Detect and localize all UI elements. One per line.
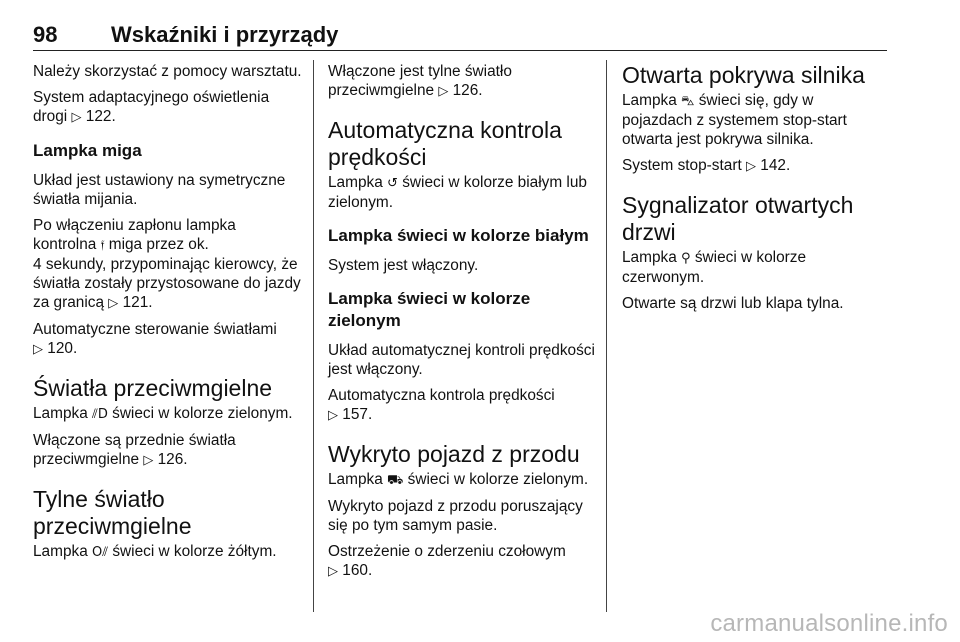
column-3 bbox=[622, 62, 887, 320]
section-heading: Automatyczna kontrola prędkości bbox=[328, 117, 562, 170]
watermark: carmanualsonline.info bbox=[710, 610, 948, 637]
text: świeci w kolorze żółtym. bbox=[108, 543, 277, 560]
paragraph: Otwarte są drzwi lub klapa tylna. bbox=[622, 295, 844, 312]
reference-arrow-icon: ▷ bbox=[746, 159, 757, 174]
text: Lampka bbox=[622, 92, 682, 109]
text: System stop-start bbox=[622, 157, 747, 174]
section-heading: Tylne światło przeciwmgielne bbox=[33, 486, 192, 539]
paragraph bbox=[33, 320, 303, 359]
vehicle-ahead-icon: ⛟ bbox=[387, 473, 404, 488]
reference-arrow-icon: ▷ bbox=[71, 110, 82, 125]
door-open-icon: ⚲ bbox=[681, 251, 691, 266]
page-title: Wskaźniki i przyrządy bbox=[111, 22, 339, 47]
text: Automatyczna kontrola prędkości bbox=[328, 387, 555, 404]
text: Lampka bbox=[622, 249, 682, 266]
text: świeci się, gdy w pojazdach z systemem stop-start otwarta jest pokrywa silnika. bbox=[622, 92, 847, 148]
paragraph bbox=[328, 386, 598, 425]
paragraph: Należy skorzystać z pomocy warsztatu. bbox=[33, 63, 302, 80]
page-reference[interactable]: 121. bbox=[122, 294, 153, 311]
section-heading: Otwarta pokrywa silnika bbox=[622, 62, 865, 88]
paragraph bbox=[33, 216, 303, 313]
section-heading: Światła przeciwmgielne bbox=[33, 375, 273, 401]
text: Włączone jest tylne światło przeciwmgielne bbox=[328, 63, 512, 99]
text: Lampka bbox=[328, 174, 388, 191]
reference-arrow-icon: ▷ bbox=[438, 84, 449, 99]
paragraph bbox=[622, 156, 887, 176]
section-heading: Lampka świeci w kolorze zielonym bbox=[328, 289, 531, 330]
paragraph: Wykryto pojazd z przodu poruszający się po tym samym pasie. bbox=[328, 498, 583, 534]
page-reference[interactable]: 142. bbox=[760, 157, 791, 174]
paragraph bbox=[33, 431, 303, 470]
text: Włączone są przednie światła przeciwmgielne bbox=[33, 432, 236, 468]
page-reference[interactable]: 126. bbox=[452, 82, 483, 99]
text: Lampka bbox=[33, 405, 93, 422]
paragraph bbox=[33, 88, 303, 127]
text: System adaptacyjnego oświetlenia drogi bbox=[33, 89, 270, 125]
text: świeci w kolorze zielonym. bbox=[107, 405, 293, 422]
reference-arrow-icon: ▷ bbox=[143, 453, 154, 468]
section-heading: Wykryto pojazd z przodu bbox=[328, 441, 580, 467]
paragraph bbox=[328, 173, 598, 212]
page-reference[interactable]: 120. bbox=[47, 340, 78, 357]
front-fog-light-icon: ⫽D bbox=[92, 407, 108, 422]
paragraph: Układ automatycznej kontroli prędkości jest włączony. bbox=[328, 342, 595, 378]
text: świeci w kolorze czerwonym. bbox=[622, 249, 807, 286]
paragraph bbox=[328, 470, 598, 490]
text: Ostrzeżenie o zderzeniu czołowym bbox=[328, 543, 566, 560]
paragraph bbox=[622, 248, 887, 287]
text: Lampka bbox=[328, 471, 388, 488]
text: Lampka bbox=[33, 543, 93, 560]
page-reference[interactable]: 160. bbox=[342, 562, 373, 579]
paragraph bbox=[33, 404, 303, 424]
paragraph bbox=[622, 91, 887, 149]
paragraph bbox=[328, 62, 598, 101]
column-divider-left bbox=[313, 60, 314, 612]
page-header bbox=[33, 22, 887, 51]
column-1 bbox=[33, 62, 303, 569]
paragraph: System jest włączony. bbox=[328, 257, 479, 274]
column-2 bbox=[328, 62, 598, 588]
text: świeci w kolorze zielonym. bbox=[403, 471, 589, 488]
text: Automatyczne sterowanie światłami bbox=[33, 321, 277, 338]
column-divider-right bbox=[606, 60, 607, 612]
section-heading: Lampka miga bbox=[33, 141, 142, 160]
text: Po włączeniu zapłonu lampka kontrolna bbox=[33, 217, 236, 253]
reference-arrow-icon: ▷ bbox=[33, 342, 43, 357]
cruise-control-icon: ↺ bbox=[387, 176, 398, 191]
section-heading: Lampka świeci w kolorze białym bbox=[328, 226, 589, 245]
text: świeci w kolorze białym lub zielonym. bbox=[328, 174, 587, 211]
text: 4 sekundy, przypominając kierowcy, że światła zostały przystosowane do jazdy za granicą bbox=[33, 256, 301, 311]
section-heading: Sygnalizator otwartych drzwi bbox=[622, 192, 854, 245]
page-reference[interactable]: 157. bbox=[342, 406, 373, 423]
paragraph bbox=[328, 542, 598, 581]
open-hood-icon: ⛍ bbox=[681, 94, 695, 109]
paragraph bbox=[33, 542, 303, 562]
page-reference[interactable]: 122. bbox=[85, 108, 116, 125]
headlight-range-icon: 𝔣 bbox=[100, 238, 105, 253]
reference-arrow-icon: ▷ bbox=[328, 408, 338, 423]
paragraph: Układ jest ustawiony na symetryczne światła mijania. bbox=[33, 172, 286, 208]
text: miga przez ok. bbox=[104, 236, 209, 253]
page-reference[interactable]: 126. bbox=[157, 451, 188, 468]
reference-arrow-icon: ▷ bbox=[328, 564, 338, 579]
rear-fog-light-icon: O⫽ bbox=[92, 545, 109, 560]
page-number: 98 bbox=[33, 22, 58, 47]
reference-arrow-icon: ▷ bbox=[108, 296, 119, 311]
